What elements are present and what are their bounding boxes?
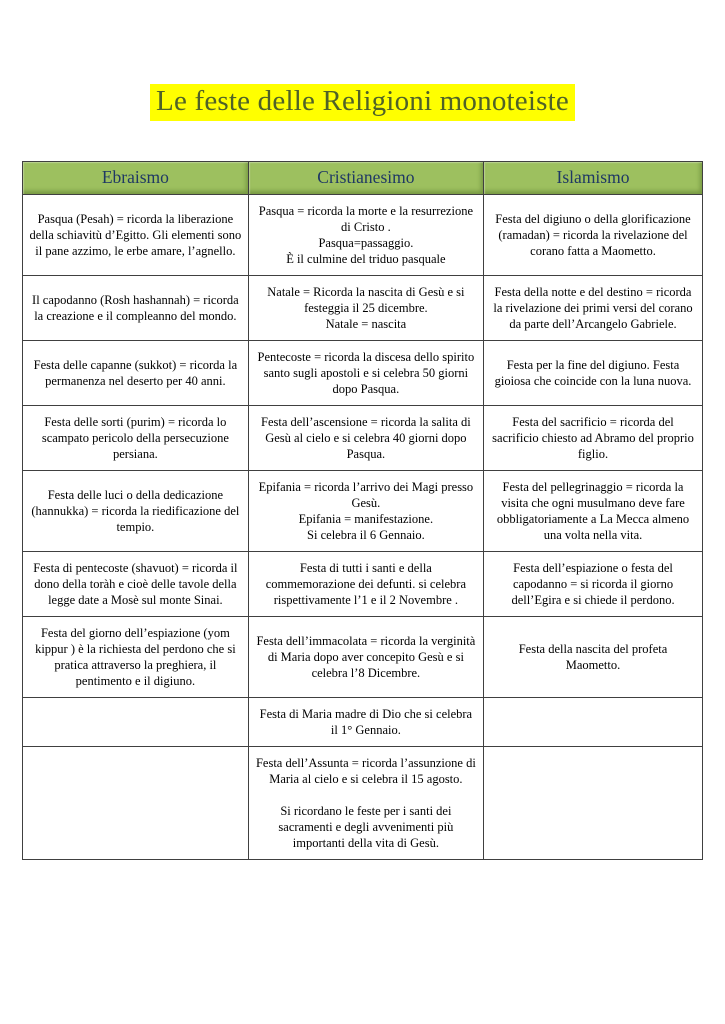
table-cell: [23, 552, 249, 617]
cell-paragraph: Festa dell’espiazione o festa del capodanno = si ricorda il giorno dell’Egira e si chiede il perdono.: [511, 561, 675, 608]
cell-paragraph: Pasqua (Pesah) = ricorda la liberazione della schiavitù d’Egitto. Gli elementi sono il pane azzimo, le erbe amare, l’agnello.: [29, 212, 242, 259]
cell-paragraph: Si celebra il 6 Gennaio.: [307, 528, 425, 543]
table-cell: [248, 747, 483, 860]
cell-paragraph: Si ricordano le feste per i santi dei sacramenti e degli avvenimenti più importanti della vita di Gesù.: [278, 804, 454, 851]
cell-paragraph: Festa della notte e del destino = ricorda la rivelazione dei primi versi del corano da parte dell’Arcangelo Gabriele.: [493, 285, 693, 332]
table-cell: [23, 195, 249, 276]
cell-paragraph: Festa delle capanne (sukkot) = ricorda la permanenza nel deserto per 40 anni.: [33, 358, 238, 389]
column-header-ebraismo: Ebraismo: [23, 162, 249, 195]
cell-paragraph: Festa per la fine del digiuno. Festa gioiosa che coincide con la luna nuova.: [494, 358, 692, 389]
cell-paragraph: Festa di tutti i santi e della commemorazione dei defunti. si celebra rispettivamente l’1 e il 2 Novembre .: [265, 561, 467, 608]
table-row: [23, 195, 703, 276]
table-cell: [23, 698, 249, 747]
table-row: [23, 617, 703, 698]
cell-paragraph: Festa dell’immacolata = ricorda la verginità di Maria dopo aver concepito Gesù e si celebra l’8 Dicembre.: [256, 634, 476, 681]
cell-paragraph: Festa della nascita del profeta Maometto.: [518, 642, 668, 673]
cell-paragraph: Festa di pentecoste (shavuot) = ricorda il dono della toràh e cioè delle tavole della legge date a Mosè sul monte Sinai.: [33, 561, 238, 608]
table-cell: [248, 341, 483, 406]
table-cell: [23, 747, 249, 860]
table-cell: [23, 617, 249, 698]
cell-paragraph: Pasqua = ricorda la morte e la resurrezione di Cristo .: [258, 204, 473, 235]
table-cell: [23, 471, 249, 552]
table-cell: [248, 698, 483, 747]
cell-paragraph: Festa del sacrificio = ricorda del sacrificio chiesto ad Abramo del proprio figlio.: [492, 415, 694, 462]
cell-paragraph: Festa dell’ascensione = ricorda la salita di Gesù al cielo e si celebra 40 giorni dopo Pasqua.: [261, 415, 471, 462]
column-header-cristianesimo: Cristianesimo: [248, 162, 483, 195]
table-cell: [248, 552, 483, 617]
table-cell: [484, 406, 703, 471]
title-highlight: Le feste delle Religioni monoteiste: [150, 84, 575, 121]
table-cell: [484, 617, 703, 698]
cell-paragraph: È il culmine del triduo pasquale: [286, 252, 446, 267]
cell-paragraph: Festa di Maria madre di Dio che si celebra il 1° Gennaio.: [259, 707, 473, 738]
table-cell: [484, 471, 703, 552]
table-cell: [23, 406, 249, 471]
table-cell: [23, 341, 249, 406]
table-cell: [484, 195, 703, 276]
table-cell: [248, 195, 483, 276]
cell-paragraph: Epifania = ricorda l’arrivo dei Magi presso Gesù.: [258, 480, 474, 511]
table-cell: [248, 406, 483, 471]
table-row: [23, 276, 703, 341]
table-header-row: [23, 162, 703, 195]
page-title: [0, 0, 725, 121]
cell-paragraph: Pentecoste = ricorda la discesa dello spirito santo sugli apostoli e si celebra 50 giorni dopo Pasqua.: [257, 350, 475, 397]
table-cell: [248, 617, 483, 698]
cell-paragraph: Festa del digiuno o della glorificazione (ramadan) = ricorda la rivelazione del corano fatta a Maometto.: [495, 212, 691, 259]
cell-paragraph: [255, 787, 477, 803]
table-cell: [484, 341, 703, 406]
religions-table: [22, 161, 703, 860]
cell-paragraph: Natale = Ricorda la nascita di Gesù e si festeggia il 25 dicembre.: [267, 285, 465, 316]
table-row: [23, 698, 703, 747]
table-cell: [484, 552, 703, 617]
cell-paragraph: Epifania = manifestazione.: [298, 512, 434, 527]
table-row: [23, 552, 703, 617]
cell-paragraph: Festa del pellegrinaggio = ricorda la visita che ogni musulmano deve fare obbligatoriamente a La Mecca almeno una volta nella vita.: [496, 480, 690, 543]
cell-paragraph: Natale = nascita: [325, 317, 407, 332]
table-cell: [484, 276, 703, 341]
table-cell: [484, 747, 703, 860]
table-cell: [23, 276, 249, 341]
table-cell: [248, 276, 483, 341]
table-row: [23, 341, 703, 406]
table-body: [23, 195, 703, 860]
table-cell: [484, 698, 703, 747]
cell-paragraph: Festa dell’Assunta = ricorda l’assunzione di Maria al cielo e si celebra il 15 agosto.: [255, 756, 476, 787]
table-row: [23, 747, 703, 860]
cell-paragraph: Festa delle sorti (purim) = ricorda lo scampato pericolo della persecuzione persiana.: [41, 415, 229, 462]
cell-paragraph: Il capodanno (Rosh hashannah) = ricorda la creazione e il compleanno del mondo.: [32, 293, 239, 324]
table-row: [23, 471, 703, 552]
cell-paragraph: Pasqua=passaggio.: [318, 236, 414, 251]
table-cell: [248, 471, 483, 552]
column-header-islamismo: Islamismo: [484, 162, 703, 195]
cell-paragraph: Festa del giorno dell’espiazione (yom kippur ) è la richiesta del perdono che si pratica attraverso la preghiera, il pentimento e il digiuno.: [35, 626, 236, 689]
cell-paragraph: Festa delle luci o della dedicazione (hannukka) = ricorda la riedificazione del tempio.: [31, 488, 240, 535]
table-row: [23, 406, 703, 471]
